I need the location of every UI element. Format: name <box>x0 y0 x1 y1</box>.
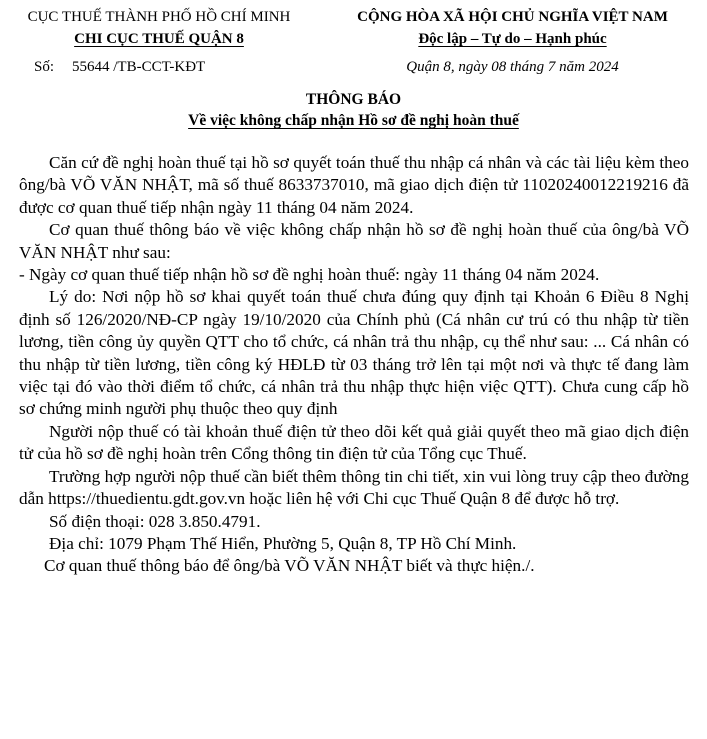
paragraph-tracking: Người nộp thuế có tài khoản thuế điện tử theo dõi kết quả giải quyết theo mã giao dịch điện tử của hồ sơ đề nghị hoàn trên Cổng thông tin điện tử của Tổng cục Thuế. <box>19 421 689 464</box>
paragraph-basis: Căn cứ đề nghị hoàn thuế tại hồ sơ quyết toán thuế thu nhập cá nhân và các tài liệu kèm theo ông/bà VÕ VĂN NHẬT, mã số thuế 8633737010, mã giao dịch điện tử 11020240012219216 đã được cơ quan thuế tiếp nhận ngày 11 tháng 04 năm 2024. <box>19 153 689 217</box>
document-subtitle-text: Về việc không chấp nhận Hồ sơ đề nghị hoàn thuế <box>188 112 519 129</box>
agency-name <box>0 28 318 50</box>
paragraph-closing: Cơ quan thuế thông báo để ông/bà VÕ VĂN NHẬT biết và thực hiện./. <box>44 556 535 576</box>
national-motto <box>318 6 707 50</box>
notice-body <box>19 152 689 578</box>
nation-name: CỘNG HÒA XÃ HỘI CHỦ NGHĨA VIỆT NAM <box>357 9 668 25</box>
issuing-agency <box>0 6 318 50</box>
paragraph-announcement: Cơ quan thuế thông báo về việc không chấp nhận hồ sơ đề nghị hoàn thuế của ông/bà VÕ VĂN NHẬT như sau: <box>19 220 689 262</box>
agency-parent: CỤC THUẾ THÀNH PHỐ HỒ CHÍ MINH <box>27 9 291 25</box>
document-number-label: Số: <box>34 59 55 75</box>
paragraph-receipt-date: - Ngày cơ quan thuế tiếp nhận hồ sơ đề nghị hoàn thuế: ngày 11 tháng 04 năm 2024. <box>19 265 600 285</box>
agency-name-text: CHI CỤC THUẾ QUẬN 8 <box>74 31 244 47</box>
motto <box>318 28 707 50</box>
document-title: THÔNG BÁO <box>305 91 402 108</box>
paragraph-phone: Số điện thoại: 028 3.850.4791. <box>49 511 261 531</box>
place-and-date: Quận 8, ngày 08 tháng 7 năm 2024 <box>406 59 619 75</box>
paragraph-reason: Lý do: Nơi nộp hồ sơ khai quyết toán thuế chưa đúng quy định tại Khoản 6 Điều 8 Nghị định số 126/2020/NĐ-CP ngày 19/10/2020 của Chính phủ (Cá nhân cư trú có thu nhập từ tiền lương, tiền công ủy quyền QTT cho tổ chức, cá nhân trả thu nhập, cụ thể như sau: ... Cá nhân có thu nhập từ tiền lương, tiền công ký HĐLĐ từ 03 tháng trở lên tại một nơi và thực tế đang làm việc tại đó vào thời điểm tổ chức, cá nhân trả thu nhập thực hiện việc QTT). Chưa cung cấp hồ sơ chứng minh người phụ thuộc theo quy định <box>19 287 689 419</box>
paragraph-contact: Trường hợp người nộp thuế cần biết thêm thông tin chi tiết, xin vui lòng truy cập theo đường dẫn https://thuedientu.gdt.gov.vn hoặc liên hệ với Chi cục Thuế Quận 8 để được hỗ trợ. <box>19 466 689 509</box>
document-number-value: 55644 /TB-CCT-KĐT <box>72 59 206 75</box>
motto-text: Độc lập – Tự do – Hạnh phúc <box>418 31 607 47</box>
document-number <box>34 57 205 77</box>
paragraph-address: Địa chỉ: 1079 Phạm Thế Hiển, Phường 5, Quận 8, TP Hồ Chí Minh. <box>49 533 517 553</box>
document-subtitle <box>0 111 707 131</box>
